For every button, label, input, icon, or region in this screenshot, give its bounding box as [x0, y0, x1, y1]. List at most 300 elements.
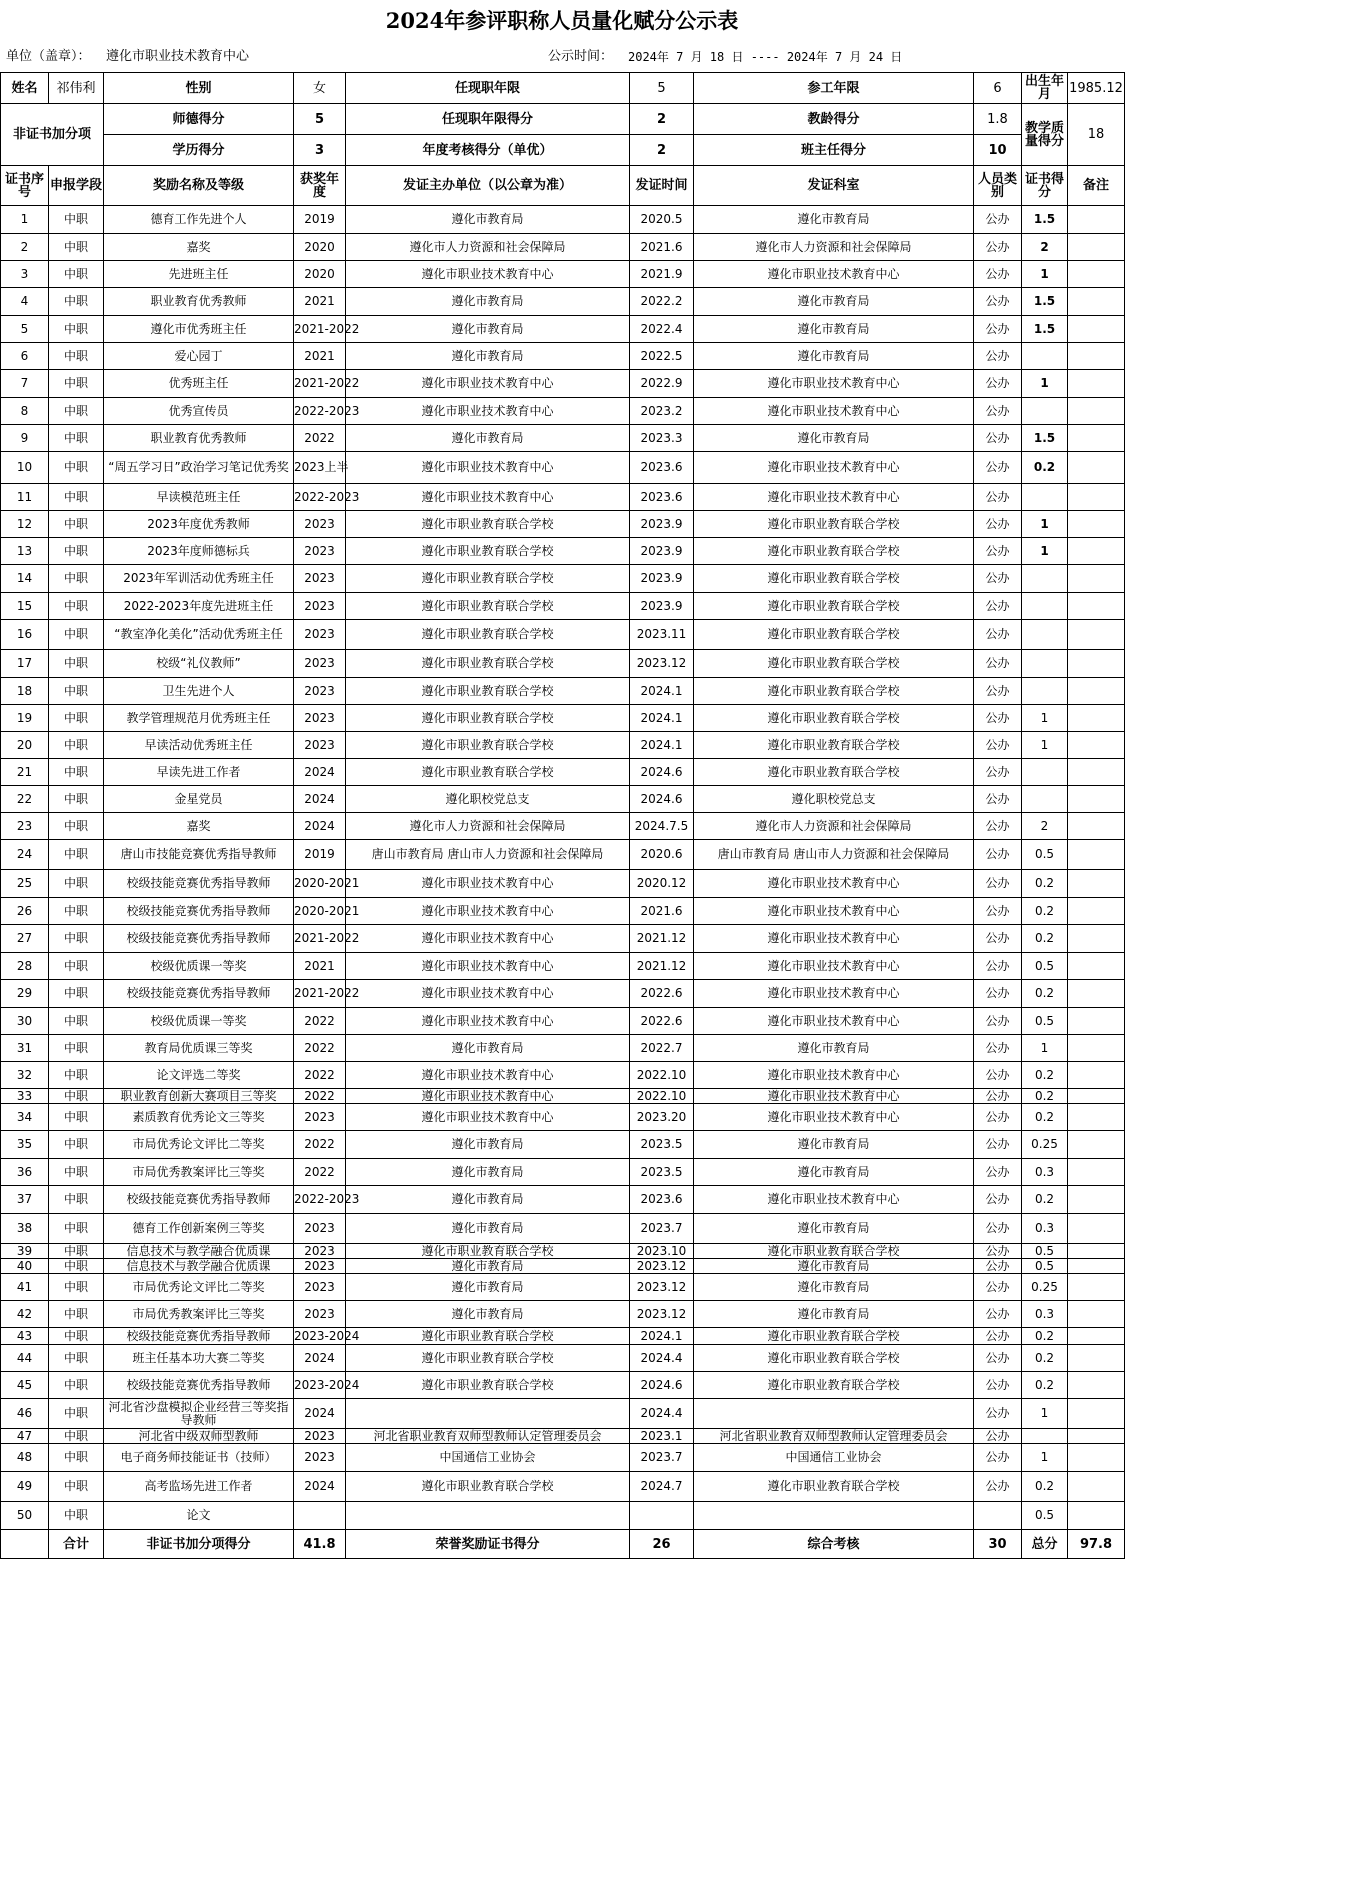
table-row: [1, 398, 1125, 425]
col-year: 2021: [294, 953, 346, 980]
non-cert-label: 非证书加分项: [1, 104, 104, 166]
table-row: [1, 705, 1125, 732]
col-remark: [1068, 786, 1125, 813]
col-date: 2021.12: [630, 953, 694, 980]
col-stage: 中职: [49, 870, 104, 898]
col-year: 2023: [294, 650, 346, 678]
col-score: [1022, 593, 1068, 620]
col-issuer: [346, 1399, 630, 1429]
col-seq: 46: [1, 1399, 49, 1429]
col-dept: 遵化市职业技术教育中心: [694, 484, 974, 511]
col-date: 2020.5: [630, 206, 694, 234]
col-issuer: 遵化市职业教育联合学校: [346, 593, 630, 620]
col-date: 2020.12: [630, 870, 694, 898]
col-remark: [1068, 705, 1125, 732]
table-row: [1, 288, 1125, 316]
col-stage: 中职: [49, 593, 104, 620]
col-remark: [1068, 1301, 1125, 1328]
col-dept: [694, 1399, 974, 1429]
col-category: 公办: [974, 1008, 1022, 1035]
col-issuer: 遵化市职业教育联合学校: [346, 1372, 630, 1399]
col-score: 0.2: [1022, 870, 1068, 898]
col-seq: 30: [1, 1008, 49, 1035]
col-stage-header: 申报学段: [49, 166, 104, 206]
col-category: 公办: [974, 1472, 1022, 1502]
col-award: 德育工作先进个人: [104, 206, 294, 234]
col-seq: 40: [1, 1259, 49, 1274]
col-score: 1.5: [1022, 425, 1068, 452]
col-score: 1: [1022, 511, 1068, 538]
col-category: 公办: [974, 206, 1022, 234]
col-issuer: 遵化市职业教育联合学校: [346, 705, 630, 732]
table-row: [1, 759, 1125, 786]
col-category: 公办: [974, 732, 1022, 759]
col-award: 班主任基本功大赛二等奖: [104, 1345, 294, 1372]
quality-value: 18: [1068, 104, 1125, 166]
col-issuer: 遵化市职业教育联合学校: [346, 538, 630, 565]
col-date: 2023.1: [630, 1429, 694, 1444]
col-year: 2021-2022: [294, 980, 346, 1008]
col-seq: 2: [1, 234, 49, 261]
table-row: [1, 452, 1125, 484]
col-remark: [1068, 1345, 1125, 1372]
col-issuer: 遵化市职业技术教育中心: [346, 1008, 630, 1035]
col-date: 2024.1: [630, 1328, 694, 1345]
col-award-header: 奖励名称及等级: [104, 166, 294, 206]
col-year: 2020: [294, 261, 346, 288]
annual-value: 2: [630, 135, 694, 166]
col-year: 2021-2022: [294, 316, 346, 343]
col-year: 2023: [294, 1259, 346, 1274]
col-stage: 中职: [49, 980, 104, 1008]
col-score: [1022, 484, 1068, 511]
col-remark: [1068, 840, 1125, 870]
col-year: 2024: [294, 1345, 346, 1372]
col-dept: 遵化市教育局: [694, 316, 974, 343]
col-dept: 遵化职校党总支: [694, 786, 974, 813]
col-score: 0.5: [1022, 840, 1068, 870]
col-issuer: 遵化市职业教育联合学校: [346, 1328, 630, 1345]
col-category: 公办: [974, 288, 1022, 316]
col-issuer: 中国通信工业协会: [346, 1444, 630, 1472]
col-remark: [1068, 1429, 1125, 1444]
unit-label: 单位（盖章）：: [6, 49, 91, 64]
col-dept: 遵化市职业教育联合学校: [694, 1328, 974, 1345]
col-year: 2023: [294, 705, 346, 732]
table-row: [1, 511, 1125, 538]
table-row: [1, 425, 1125, 452]
head-teacher-label: 班主任得分: [694, 135, 974, 166]
col-seq: 6: [1, 343, 49, 370]
col-remark: [1068, 1274, 1125, 1301]
col-seq: 13: [1, 538, 49, 565]
non-cert-total-value: 41.8: [294, 1530, 346, 1559]
col-dept: 遵化市教育局: [694, 288, 974, 316]
col-issuer: 遵化市教育局: [346, 1159, 630, 1186]
col-remark: [1068, 898, 1125, 925]
col-award: 电子商务师技能证书（技师）: [104, 1444, 294, 1472]
col-dept: 遵化市职业教育联合学校: [694, 1372, 974, 1399]
col-year: 2022-2023: [294, 398, 346, 425]
col-dept: [694, 1502, 974, 1530]
col-date: 2023.9: [630, 538, 694, 565]
col-seq: 18: [1, 678, 49, 705]
col-score: 0.2: [1022, 925, 1068, 953]
col-dept: 遵化市教育局: [694, 206, 974, 234]
col-score: 1.5: [1022, 288, 1068, 316]
table-row: [1, 261, 1125, 288]
col-date: 2020.6: [630, 840, 694, 870]
col-score: 0.5: [1022, 1259, 1068, 1274]
tenure-label: 任现职年限: [346, 73, 630, 104]
col-date: 2021.6: [630, 898, 694, 925]
col-stage: 中职: [49, 1089, 104, 1104]
table-row: [1, 1372, 1125, 1399]
col-award: 校级技能竞赛优秀指导教师: [104, 980, 294, 1008]
col-remark: [1068, 484, 1125, 511]
col-year: 2023-2024: [294, 1328, 360, 1343]
col-score: 0.2: [1022, 1328, 1068, 1345]
col-category: 公办: [974, 898, 1022, 925]
col-issuer: 遵化市职业教育联合学校: [346, 650, 630, 678]
col-year: 2024: [294, 1472, 346, 1502]
col-issuer: 遵化市职业教育联合学校: [346, 1345, 630, 1372]
col-seq: 12: [1, 511, 49, 538]
col-stage: 中职: [49, 1399, 104, 1429]
col-award: 唐山市技能竞赛优秀指导教师: [104, 840, 294, 870]
col-dept: 遵化市职业教育联合学校: [694, 650, 974, 678]
table-row: [1, 898, 1125, 925]
col-issuer: 遵化市职业技术教育中心: [346, 261, 630, 288]
col-dept: 遵化市教育局: [694, 1259, 974, 1274]
col-score: 2: [1022, 234, 1068, 261]
publicity-range: 2024年 7 月 18 日 ---- 2024年 7 月 24 日: [628, 50, 903, 64]
col-remark: [1068, 288, 1125, 316]
col-award: 职业教育优秀教师: [104, 425, 294, 452]
col-seq: 34: [1, 1104, 49, 1131]
tenure-value: 5: [630, 73, 694, 104]
table-row: [1, 1399, 1125, 1429]
col-score: 1: [1022, 538, 1068, 565]
col-seq: 7: [1, 370, 49, 398]
teaching-age-label: 教龄得分: [694, 104, 974, 135]
col-year: 2023: [294, 511, 346, 538]
col-year: 2021-2022: [294, 370, 346, 398]
col-category: 公办: [974, 398, 1022, 425]
col-issuer: 遵化市职业技术教育中心: [346, 452, 630, 484]
col-dept: 遵化市职业教育联合学校: [694, 565, 974, 593]
col-award: 校级技能竞赛优秀指导教师: [104, 1328, 294, 1345]
col-date: 2021.12: [630, 925, 694, 953]
col-remark: [1068, 1328, 1125, 1345]
col-score: 1: [1022, 1399, 1068, 1429]
col-award: 校级技能竞赛优秀指导教师: [104, 898, 294, 925]
col-award: 市局优秀教案评比三等奖: [104, 1301, 294, 1328]
col-remark: [1068, 953, 1125, 980]
col-seq-header: 证书序号: [1, 166, 49, 206]
col-dept: 遵化市职业教育联合学校: [694, 1472, 974, 1502]
teaching-age-value: 1.8: [974, 104, 1022, 135]
col-award: 职业教育优秀教师: [104, 288, 294, 316]
table-row: [1, 1159, 1125, 1186]
table-row: [1, 370, 1125, 398]
table-row: [1, 980, 1125, 1008]
col-remark: [1068, 1399, 1125, 1429]
col-dept: 中国通信工业协会: [694, 1444, 974, 1472]
col-remark: [1068, 1104, 1125, 1131]
col-year: 2023: [294, 732, 346, 759]
col-score: [1022, 1429, 1068, 1444]
col-stage: 中职: [49, 620, 104, 650]
col-stage: 中职: [49, 1301, 104, 1328]
col-seq: 47: [1, 1429, 49, 1444]
col-year: 2024: [294, 759, 346, 786]
col-remark: [1068, 1159, 1125, 1186]
col-stage: 中职: [49, 925, 104, 953]
col-remark: [1068, 511, 1125, 538]
non-cert-total-label: 非证书加分项得分: [104, 1530, 294, 1559]
col-seq: 8: [1, 398, 49, 425]
col-award: 校级“礼仪教师”: [104, 650, 294, 678]
col-score: 1: [1022, 732, 1068, 759]
col-year: 2023: [294, 593, 346, 620]
col-seq: 22: [1, 786, 49, 813]
col-dept-header: 发证科室: [694, 166, 974, 206]
ethics-label: 师德得分: [104, 104, 294, 135]
col-score: 0.5: [1022, 1244, 1068, 1259]
col-remark: [1068, 370, 1125, 398]
col-dept: 遵化市职业技术教育中心: [694, 261, 974, 288]
col-issuer-header: 发证主办单位（以公章为准）: [346, 166, 630, 206]
col-award: 早读先进工作者: [104, 759, 294, 786]
col-category: 公办: [974, 786, 1022, 813]
col-date: 2023.10: [630, 1244, 694, 1259]
col-award: 遵化市优秀班主任: [104, 316, 294, 343]
col-remark: [1068, 261, 1125, 288]
col-score: [1022, 678, 1068, 705]
col-date: 2024.1: [630, 732, 694, 759]
col-remark: [1068, 732, 1125, 759]
col-remark: [1068, 425, 1125, 452]
col-stage: 中职: [49, 898, 104, 925]
col-date: 2024.4: [630, 1399, 694, 1429]
work-years-value: 6: [974, 73, 1022, 104]
col-score-header: 证书得分: [1022, 166, 1068, 206]
col-date: 2024.1: [630, 705, 694, 732]
col-stage: 中职: [49, 425, 104, 452]
col-stage: 中职: [49, 953, 104, 980]
name-label: 姓名: [1, 73, 49, 104]
col-dept: 遵化市职业教育联合学校: [694, 1244, 974, 1259]
col-remark: [1068, 650, 1125, 678]
col-category: 公办: [974, 538, 1022, 565]
unit-name: 遵化市职业技术教育中心: [106, 49, 250, 64]
col-issuer: [346, 1502, 630, 1530]
table-row: [1, 620, 1125, 650]
total-label: 合计: [49, 1530, 104, 1559]
eval-value: 30: [974, 1530, 1022, 1559]
col-remark: [1068, 1214, 1125, 1244]
table-row: [1, 1104, 1125, 1131]
table-row: [1, 1131, 1125, 1159]
col-category: 公办: [974, 593, 1022, 620]
col-year: 2021: [294, 288, 346, 316]
col-date: 2023.12: [630, 1274, 694, 1301]
col-award: 2022-2023年度先进班主任: [104, 593, 294, 620]
table-row: [1, 1502, 1125, 1530]
col-award: 先进班主任: [104, 261, 294, 288]
col-award: 论文: [104, 1502, 294, 1530]
col-date: 2022.6: [630, 980, 694, 1008]
tenure-score-label: 任现职年限得分: [346, 104, 630, 135]
col-seq: 33: [1, 1089, 49, 1104]
col-dept: 遵化市职业技术教育中心: [694, 1062, 974, 1089]
col-stage: 中职: [49, 1214, 104, 1244]
col-stage: 中职: [49, 370, 104, 398]
col-dept: 遵化市人力资源和社会保障局: [694, 234, 974, 261]
col-remark: [1068, 538, 1125, 565]
col-date: [630, 1502, 694, 1530]
honor-total-value: 26: [630, 1530, 694, 1559]
col-date: 2023.5: [630, 1159, 694, 1186]
col-dept: 遵化市教育局: [694, 1159, 974, 1186]
col-remark: [1068, 980, 1125, 1008]
col-dept: 遵化市职业技术教育中心: [694, 398, 974, 425]
col-seq: 14: [1, 565, 49, 593]
col-remark: [1068, 398, 1125, 425]
col-issuer: 遵化市教育局: [346, 1035, 630, 1062]
col-score: 0.2: [1022, 1372, 1068, 1399]
col-score: 0.2: [1022, 1186, 1068, 1214]
col-score: 0.2: [1022, 1345, 1068, 1372]
col-award: 嘉奖: [104, 813, 294, 840]
gender-label: 性别: [104, 73, 294, 104]
col-stage: 中职: [49, 484, 104, 511]
col-remark: [1068, 1259, 1125, 1274]
col-issuer: 遵化市教育局: [346, 425, 630, 452]
col-dept: 遵化市职业技术教育中心: [694, 870, 974, 898]
col-category: 公办: [974, 234, 1022, 261]
col-stage: 中职: [49, 678, 104, 705]
col-award: 高考监场先进工作者: [104, 1472, 294, 1502]
quality-label: 教学质量得分: [1022, 104, 1068, 166]
col-remark: [1068, 452, 1125, 484]
col-issuer: 遵化市职业技术教育中心: [346, 953, 630, 980]
col-score: [1022, 650, 1068, 678]
col-dept: 遵化市职业教育联合学校: [694, 511, 974, 538]
col-year: 2023: [294, 1244, 346, 1259]
col-seq: 16: [1, 620, 49, 650]
col-issuer: 遵化市教育局: [346, 1131, 630, 1159]
col-remark: [1068, 813, 1125, 840]
publicity-label: 公示时间：: [548, 49, 614, 64]
col-issuer: 遵化市教育局: [346, 1259, 630, 1274]
col-dept: 遵化市职业教育联合学校: [694, 732, 974, 759]
col-year: 2020-2021: [294, 870, 346, 898]
col-issuer: 遵化市职业技术教育中心: [346, 980, 630, 1008]
col-category: [974, 1502, 1022, 1530]
col-year: 2024: [294, 813, 346, 840]
table-row: [1, 1244, 1125, 1259]
col-year: 2019: [294, 840, 346, 870]
col-issuer: 遵化市人力资源和社会保障局: [346, 234, 630, 261]
col-category: 公办: [974, 484, 1022, 511]
col-remark: [1068, 343, 1125, 370]
birth-label: 出生年月: [1022, 73, 1068, 104]
col-date: 2023.6: [630, 452, 694, 484]
col-year: 2023: [294, 620, 346, 650]
col-seq: 44: [1, 1345, 49, 1372]
col-award: 2023年军训活动优秀班主任: [104, 565, 294, 593]
col-stage: 中职: [49, 1131, 104, 1159]
col-award: 校级技能竞赛优秀指导教师: [104, 1186, 294, 1214]
table-row: [1, 678, 1125, 705]
col-award: 2023年度优秀教师: [104, 511, 294, 538]
col-date: 2023.6: [630, 484, 694, 511]
col-category: 公办: [974, 452, 1022, 484]
col-issuer: 遵化市职业教育联合学校: [346, 1472, 630, 1502]
col-seq: 25: [1, 870, 49, 898]
col-seq: 27: [1, 925, 49, 953]
col-stage: 中职: [49, 732, 104, 759]
col-seq: 38: [1, 1214, 49, 1244]
col-stage: 中职: [49, 813, 104, 840]
col-year: 2023上半: [294, 452, 346, 484]
col-award: 早读活动优秀班主任: [104, 732, 294, 759]
col-stage: 中职: [49, 759, 104, 786]
col-score: 0.5: [1022, 1008, 1068, 1035]
col-remark: [1068, 1035, 1125, 1062]
col-score: 0.25: [1022, 1274, 1068, 1301]
col-seq: 35: [1, 1131, 49, 1159]
col-dept: 遵化市职业教育联合学校: [694, 1345, 974, 1372]
col-dept: 遵化市职业教育联合学校: [694, 759, 974, 786]
col-seq: 48: [1, 1444, 49, 1472]
col-remark: [1068, 870, 1125, 898]
col-year: 2023: [294, 678, 346, 705]
col-remark: [1068, 620, 1125, 650]
col-award: 市局优秀论文评比二等奖: [104, 1274, 294, 1301]
col-issuer: 遵化市职业技术教育中心: [346, 898, 630, 925]
col-year: 2023-2024: [294, 1372, 346, 1399]
col-category: 公办: [974, 1062, 1022, 1089]
col-seq: 32: [1, 1062, 49, 1089]
sum-label: 总分: [1022, 1530, 1068, 1559]
col-date: 2024.4: [630, 1345, 694, 1372]
col-category: 公办: [974, 1399, 1022, 1429]
col-score: 2: [1022, 813, 1068, 840]
col-category: 公办: [974, 1244, 1022, 1259]
col-award: 市局优秀教案评比三等奖: [104, 1159, 294, 1186]
table-row: [1, 953, 1125, 980]
table-row: [1, 1008, 1125, 1035]
col-issuer: 遵化市职业技术教育中心: [346, 1089, 630, 1104]
col-score: 0.5: [1022, 1502, 1068, 1530]
col-score: 0.3: [1022, 1301, 1068, 1328]
col-score: 0.2: [1022, 1089, 1068, 1104]
tenure-score-value: 2: [630, 104, 694, 135]
col-remark: [1068, 1372, 1125, 1399]
table-row: [1, 813, 1125, 840]
col-dept: 遵化市教育局: [694, 1131, 974, 1159]
col-award: 信息技术与教学融合优质课: [104, 1259, 294, 1274]
col-score: 1: [1022, 1035, 1068, 1062]
col-date: 2023.5: [630, 1131, 694, 1159]
table-row: [1, 1345, 1125, 1372]
col-remark: [1068, 1244, 1125, 1259]
honor-total-label: 荣誉奖励证书得分: [346, 1530, 630, 1559]
col-date: 2021.6: [630, 234, 694, 261]
